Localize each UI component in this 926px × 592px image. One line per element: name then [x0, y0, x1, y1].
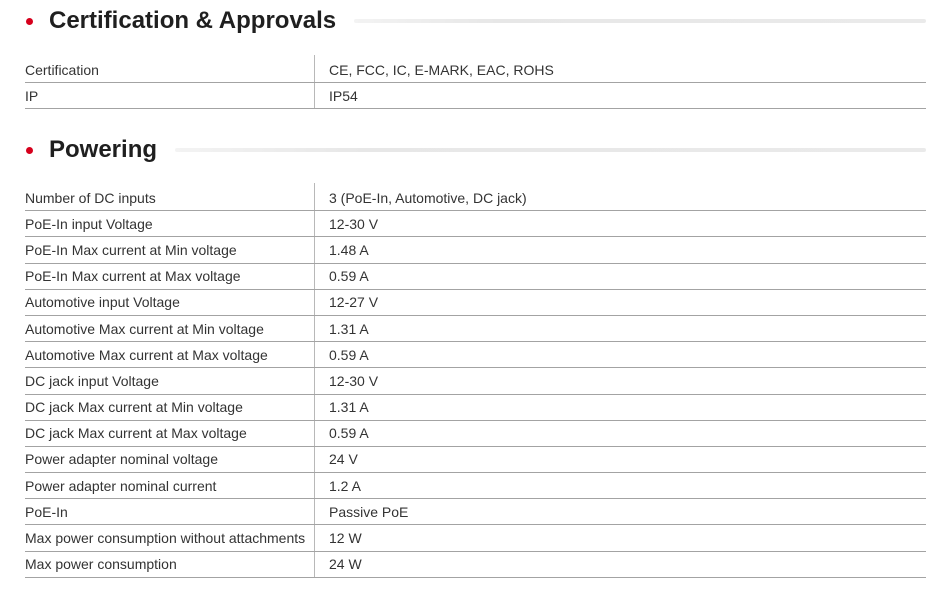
spec-table-powering: [25, 185, 926, 578]
spec-value: 1.2 A: [314, 473, 926, 498]
spec-row: [25, 368, 926, 394]
spec-label: Power adapter nominal current: [25, 477, 217, 494]
section-title: Certification & Approvals: [49, 7, 337, 34]
spec-value: 24 V: [314, 447, 926, 472]
spec-value: 3 (PoE-In, Automotive, DC jack): [314, 185, 926, 210]
spec-label: DC jack Max current at Min voltage: [25, 399, 243, 416]
spec-label: DC jack Max current at Max voltage: [25, 425, 247, 442]
spec-value: IP54: [314, 83, 926, 108]
spec-row: [25, 264, 926, 290]
spec-value: 1.48 A: [314, 237, 926, 262]
spec-label: Max power consumption: [25, 556, 177, 573]
spec-label: Max power consumption without attachments: [25, 530, 306, 547]
spec-value: 12-30 V: [314, 368, 926, 393]
section-title: Powering: [49, 136, 158, 163]
spec-row: [25, 237, 926, 263]
spec-label: Automotive Max current at Max voltage: [25, 346, 268, 363]
spec-value: 24 W: [314, 552, 926, 577]
spec-value: 12 W: [314, 525, 926, 550]
spec-label: PoE-In Max current at Max voltage: [25, 268, 241, 285]
spec-value: 1.31 A: [314, 395, 926, 420]
spec-label: IP: [25, 87, 39, 104]
spec-row: [25, 185, 926, 211]
heading-rule: [175, 148, 926, 152]
spec-value: 1.31 A: [314, 316, 926, 341]
spec-value: CE, FCC, IC, E-MARK, EAC, ROHS: [314, 57, 926, 82]
spec-row: [25, 473, 926, 499]
spec-row: [25, 525, 926, 551]
spec-row: [25, 211, 926, 237]
spec-row: [25, 421, 926, 447]
section-heading-certification: [0, 0, 926, 42]
spec-label: DC jack input Voltage: [25, 372, 159, 389]
spec-label: PoE-In: [25, 503, 68, 520]
section-bullet-icon: [26, 147, 33, 154]
spec-value: 0.59 A: [314, 264, 926, 289]
section-heading-powering: [0, 129, 926, 171]
spec-value: 12-27 V: [314, 290, 926, 315]
spec-value: 12-30 V: [314, 211, 926, 236]
spec-row: [25, 342, 926, 368]
spec-row: [25, 395, 926, 421]
spec-label: Automotive Max current at Min voltage: [25, 320, 264, 337]
section-bullet-icon: [26, 18, 33, 25]
spec-row: [25, 316, 926, 342]
spec-label: Certification: [25, 61, 99, 78]
spec-row: [25, 57, 926, 83]
spec-row: [25, 499, 926, 525]
spec-table-certification: [25, 57, 926, 109]
spec-value: Passive PoE: [314, 499, 926, 524]
spec-label: Power adapter nominal voltage: [25, 451, 219, 468]
spec-label: Automotive input Voltage: [25, 294, 180, 311]
spec-row: [25, 83, 926, 109]
spec-value: 0.59 A: [314, 421, 926, 446]
spec-value: 0.59 A: [314, 342, 926, 367]
spec-label: Number of DC inputs: [25, 189, 156, 206]
spec-row: [25, 290, 926, 316]
spec-label: PoE-In Max current at Min voltage: [25, 241, 237, 258]
heading-rule: [354, 19, 926, 23]
spec-label: PoE-In input Voltage: [25, 215, 153, 232]
spec-row: [25, 552, 926, 578]
spec-row: [25, 447, 926, 473]
